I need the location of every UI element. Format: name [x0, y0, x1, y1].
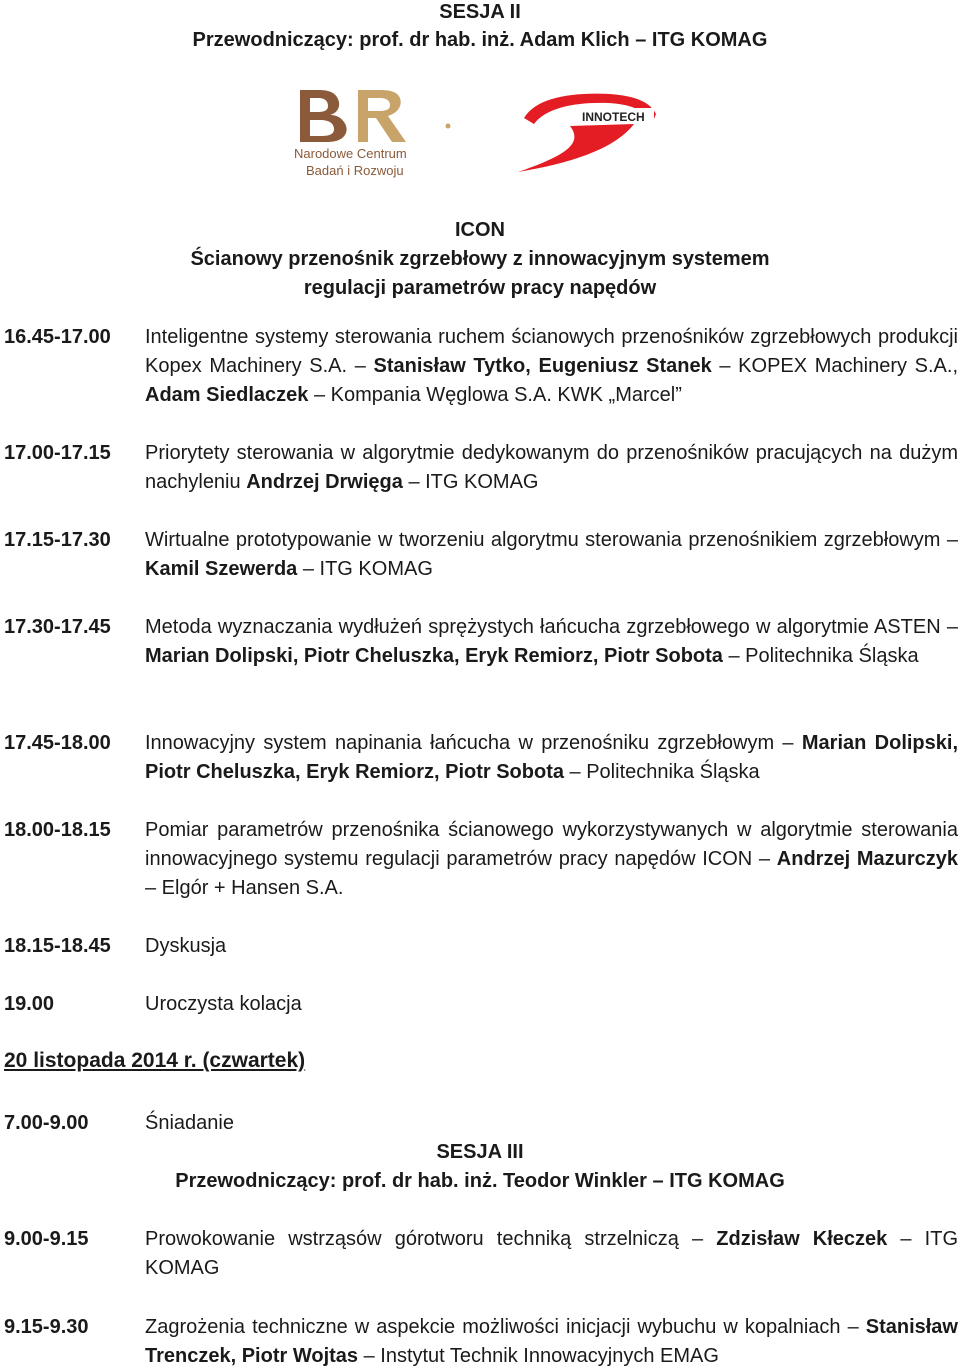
agenda-text — [145, 439, 958, 497]
agenda-text-part: Dyskusja — [145, 935, 227, 957]
agenda-item — [4, 729, 958, 787]
innotech-logo-text: INNOTECH — [582, 110, 645, 124]
agenda-item — [4, 816, 958, 903]
agenda-time: 18.15-18.45 — [4, 935, 111, 957]
agenda-speaker: Stanisław Tytko, Eugeniusz Stanek — [373, 355, 712, 377]
agenda-time: 17.00-17.15 — [4, 442, 111, 464]
agenda-text — [145, 990, 958, 1019]
agenda-text-part: – KOPEX Machinery S.A., — [711, 355, 958, 377]
agenda-text-part: – Instytut Technik Innowacyjnych EMAG — [358, 1345, 719, 1367]
innotech-logo — [510, 84, 660, 176]
agenda-text-part: Wirtualne prototypowanie w tworzeniu algorytmu sterowania przenośnikiem zgrzebłowym – — [145, 529, 958, 551]
icon-subtitle-line2: regulacji parametrów pracy napędów — [303, 277, 657, 299]
agenda-text-part: Priorytety sterowania w algorytmie dedykowanym do przenośników pracujących na dużym nachyleniu — [145, 442, 958, 493]
agenda-text-part: Uroczysta kolacja — [145, 993, 302, 1015]
session-chair: Przewodniczący: prof. dr hab. inż. Adam Klich – ITG KOMAG — [192, 29, 768, 51]
agenda-item — [4, 439, 958, 497]
agenda-speaker: Adam Siedlaczek — [145, 384, 309, 406]
agenda-text-part: – ITG KOMAG — [145, 1228, 958, 1279]
agenda-text-part: Śniadanie — [145, 1112, 234, 1134]
ncbr-logo-line1: Narodowe Centrum — [294, 146, 407, 161]
agenda-text — [145, 1225, 958, 1283]
innotech-logo-mark — [510, 84, 660, 176]
agenda-item — [4, 526, 958, 584]
agenda-time: 9.15-9.30 — [4, 1316, 89, 1338]
agenda-speaker: Kamil Szewerda — [145, 558, 298, 580]
agenda-text — [145, 729, 958, 787]
agenda-text — [145, 526, 958, 584]
icon-title: ICON — [455, 219, 505, 241]
agenda-time: 17.45-18.00 — [4, 732, 111, 754]
agenda-text-part: – ITG KOMAG — [402, 471, 539, 493]
agenda-text — [145, 932, 958, 961]
agenda-item — [4, 932, 958, 961]
agenda-text-part: Zagrożenia techniczne w aspekcie możliwości inicjacji wybuchu w kopalniach – — [145, 1316, 866, 1338]
agenda-speaker: Andrzej Mazurczyk — [776, 848, 958, 870]
agenda-time: 17.30-17.45 — [4, 616, 111, 638]
agenda-speaker: Andrzej Drwięga — [246, 471, 403, 493]
agenda-text-part: – ITG KOMAG — [297, 558, 433, 580]
agenda-time: 17.15-17.30 — [4, 529, 111, 551]
agenda-text — [145, 323, 958, 410]
session-title: SESJA II — [439, 1, 521, 23]
agenda-item — [4, 1225, 958, 1283]
agenda-text-part: Inteligentne systemy sterowania ruchem ścianowych przenośników zgrzebłowych produkcji Kopex Machinery S.A. – — [145, 326, 958, 377]
agenda-text-part: – Politechnika Śląska — [563, 761, 760, 783]
agenda-text — [145, 1313, 958, 1371]
agenda-speaker: Zdzisław Kłeczek — [716, 1228, 888, 1250]
agenda-speaker: Marian Dolipski, Piotr Cheluszka, Eryk Remiorz, Piotr Sobota — [145, 732, 959, 783]
icon-subtitle-line1: Ścianowy przenośnik zgrzebłowy z innowacyjnym systemem — [190, 248, 770, 270]
agenda-text — [145, 613, 958, 671]
agenda-text-part: Prowokowanie wstrząsów górotworu techniką strzelniczą – — [145, 1228, 717, 1250]
ncbr-logo — [288, 82, 458, 182]
agenda-text-part: – Politechnika Śląska — [722, 645, 919, 667]
agenda-text-part: Innowacyjny system napinania łańcucha w przenośniku zgrzebłowym – — [145, 732, 802, 754]
agenda-text — [145, 1109, 958, 1138]
agenda-time: 7.00-9.00 — [4, 1112, 89, 1134]
agenda-item — [4, 613, 958, 671]
agenda-time: 9.00-9.15 — [4, 1228, 89, 1250]
agenda-item — [4, 1109, 958, 1138]
agenda-item — [4, 990, 958, 1019]
day-heading: 20 listopada 2014 r. (czwartek) — [4, 1049, 306, 1072]
session-title: SESJA III — [436, 1141, 524, 1163]
agenda-text-part: Pomiar parametrów przenośnika ścianowego wykorzystywanych w algorytmie sterowania innowacyjnego systemu regulacji parametrów pracy napędów ICON – — [145, 819, 958, 870]
agenda-item — [4, 323, 958, 410]
agenda-text-part: – Kompania Węglowa S.A. KWK „Marcel” — [308, 384, 682, 406]
agenda-text — [145, 816, 958, 903]
agenda-text-part: – Elgór + Hansen S.A. — [145, 877, 344, 899]
agenda-item — [4, 1313, 958, 1371]
agenda-speaker: Stanisław Trenczek, Piotr Wojtas — [145, 1316, 958, 1367]
ncbr-logo-line2: Badań i Rozwoju — [306, 163, 404, 178]
agenda-time: 16.45-17.00 — [4, 326, 111, 348]
agenda-time: 18.00-18.15 — [4, 819, 111, 841]
session-chair: Przewodniczący: prof. dr hab. inż. Teodor Winkler – ITG KOMAG — [175, 1170, 785, 1192]
agenda-text-part: Metoda wyznaczania wydłużeń sprężystych łańcucha zgrzebłowego w algorytmie ASTEN – — [145, 616, 958, 638]
ncbr-logo-mark — [288, 82, 458, 182]
agenda-speaker: Marian Dolipski, Piotr Cheluszka, Eryk Remiorz, Piotr Sobota — [145, 645, 723, 667]
agenda-time: 19.00 — [4, 993, 55, 1015]
